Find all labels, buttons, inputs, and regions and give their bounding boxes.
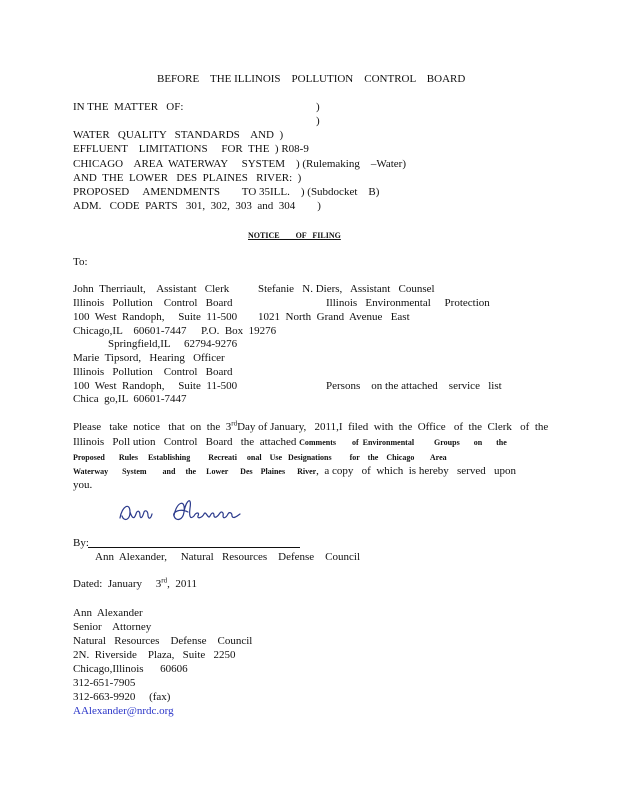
to-label: To: (73, 256, 88, 268)
caption-paren: ) (316, 115, 320, 127)
recipient-line: 100 West Randoph, Suite 11-500 (73, 380, 238, 392)
caption-paren: ) (316, 101, 320, 113)
recipient-line: 1021 North Grand Avenue East (258, 311, 410, 323)
caption-line: EFFLUENT LIMITATIONS FOR THE ) R08-9 (73, 143, 309, 155)
recipient-line: Illinois Environmental Protection (326, 297, 490, 309)
notice-title: NOTICE OF FILING (248, 231, 341, 240)
contact-org: Natural Resources Defense Council (73, 635, 253, 647)
handwritten-signature (116, 494, 246, 528)
caption-line: ADM. CODE PARTS 301, 302, 303 and 304 ) (73, 200, 321, 212)
contact-email-link[interactable]: AAlexander@nrdc.org (73, 705, 174, 717)
body-line: Proposed Rules Establishing Recreati onal Use Designations for the Chicago Area (73, 453, 447, 462)
recipient-line: 100 West Randoph, Suite 11-500 (73, 311, 238, 323)
contact-title: Senior Attorney (73, 621, 152, 633)
recipient-line: Chica go,IL 60601-7447 (73, 393, 187, 405)
body-line: Please take notice that on the 3rdDay of January, 2011,I filed with the Office of the Clerk of the (73, 419, 549, 433)
contact-fax: 312-663-9920 (fax) (73, 691, 171, 703)
signer-name: Ann Alexander, Natural Resources Defense Council (95, 551, 361, 563)
board-title: BEFORE THE ILLINOIS POLLUTION CONTROL BOARD (157, 73, 466, 85)
contact-phone: 312-651-7905 (73, 677, 136, 689)
recipient-line: Illinois Pollution Control Board (73, 366, 233, 378)
recipient-line: Stefanie N. Diers, Assistant Counsel (258, 283, 435, 295)
caption-line: CHICAGO AREA WATERWAY SYSTEM ) (Rulemaking –Water) (73, 158, 406, 170)
caption-line: WATER QUALITY STANDARDS AND ) (73, 129, 284, 141)
recipient-line: John Therriault, Assistant Clerk (73, 283, 230, 295)
svg-text:Ann Alexander: Ann Alexander (116, 494, 123, 495)
recipient-line: Persons on the attached service list (326, 380, 502, 392)
recipient-line: Illinois Pollution Control Board (73, 297, 233, 309)
contact-name: Ann Alexander (73, 607, 143, 619)
by-label: By: (73, 537, 89, 549)
body-line: Waterway System and the Lower Des Plaines River, a copy of which is hereby served upon (73, 465, 516, 477)
contact-city: Chicago,Illinois 60606 (73, 663, 188, 675)
signature-line (88, 547, 300, 548)
recipient-line: P.O. Box 19276 (201, 325, 277, 337)
dated-line: Dated: January 3rd, 2011 (73, 576, 197, 590)
in-the-matter: IN THE MATTER OF: (73, 101, 184, 113)
body-line: you. (73, 479, 93, 491)
recipient-line: Marie Tipsord, Hearing Officer (73, 352, 225, 364)
contact-address: 2N. Riverside Plaza, Suite 2250 (73, 649, 236, 661)
caption-line: AND THE LOWER DES PLAINES RIVER: ) (73, 172, 302, 184)
caption-line: PROPOSED AMENDMENTS TO 35ILL. ) (Subdocket B) (73, 186, 380, 198)
body-line: Illinois Poll ution Control Board the attached Comments of Environmental Groups on the (73, 436, 507, 448)
recipient-line: Chicago,IL 60601-7447 (73, 325, 187, 337)
recipient-line: Springfield,IL 62794-9276 (108, 338, 238, 350)
